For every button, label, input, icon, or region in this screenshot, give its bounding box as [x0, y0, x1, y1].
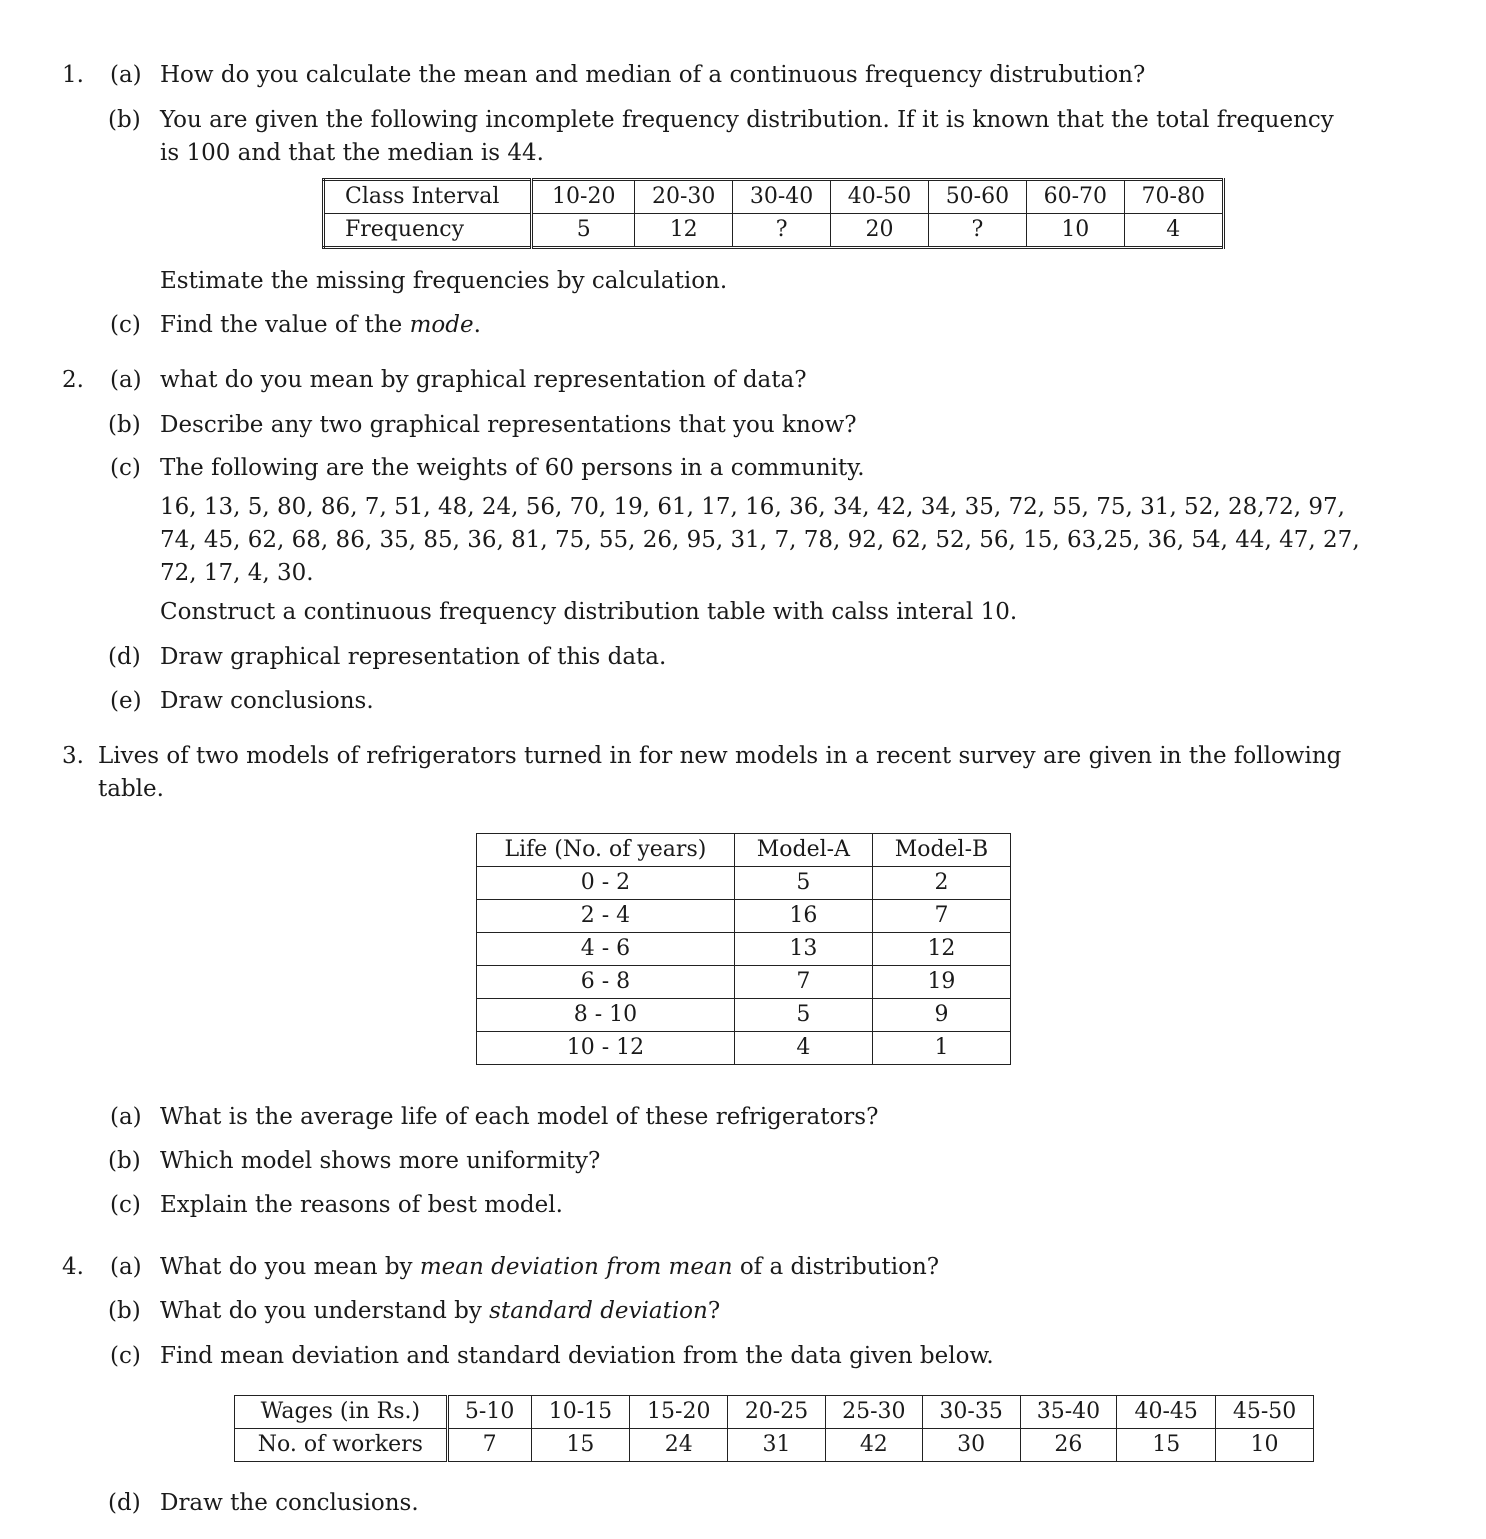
table-cell: 10-15 [531, 1396, 630, 1429]
table-cell: 5-10 [447, 1396, 531, 1429]
table-cell: 60-70 [1027, 180, 1124, 214]
table-header-cell: Class Interval [324, 180, 532, 214]
table-cell: 2 [872, 867, 1010, 900]
part-label: (d) [108, 644, 141, 670]
table-row [477, 900, 1011, 933]
table-cell: ? [928, 214, 1026, 248]
q4-part-c-text: Find mean deviation and standard deviation from the data given below. [160, 1343, 994, 1369]
q3-intro-line-2: table. [98, 776, 164, 802]
table-cell: 42 [825, 1429, 922, 1462]
table-row [477, 966, 1011, 999]
table-row [477, 1032, 1011, 1065]
q3-intro-line-1: Lives of two models of refrigerators turned in for new models in a recent survey are given in the following [98, 743, 1342, 769]
question-number: 2. [62, 367, 84, 393]
table-cell: 6 - 8 [477, 966, 735, 999]
q2-part-b-text: Describe any two graphical representations that you know? [160, 412, 857, 438]
q1-part-b-instruction: Estimate the missing frequencies by calculation. [160, 268, 728, 294]
table-cell: 1 [872, 1032, 1010, 1065]
table-row [324, 180, 1224, 214]
table-cell: 15 [531, 1429, 630, 1462]
table-cell: 8 - 10 [477, 999, 735, 1032]
q3-part-c-text: Explain the reasons of best model. [160, 1192, 563, 1218]
table-cell: 15-20 [630, 1396, 728, 1429]
table-header-cell: No. of workers [235, 1429, 448, 1462]
table-cell: 50-60 [928, 180, 1026, 214]
part-label: (b) [108, 412, 141, 438]
table-row [324, 214, 1224, 248]
part-label: (b) [108, 1298, 141, 1324]
part-label: (c) [110, 1192, 141, 1218]
q4-wages-table [234, 1395, 1314, 1462]
table-cell: 15 [1117, 1429, 1216, 1462]
q3-part-a-text: What is the average life of each model of these refrigerators? [160, 1104, 879, 1130]
table-row [477, 999, 1011, 1032]
table-cell: 40-50 [831, 180, 928, 214]
table-cell: 10 - 12 [477, 1032, 735, 1065]
q4-part-b-text: What do you understand by standard deviation? [160, 1298, 721, 1324]
table-cell: 16 [734, 900, 872, 933]
table-cell: 30-35 [922, 1396, 1020, 1429]
table-row [235, 1429, 1314, 1462]
table-cell: 7 [734, 966, 872, 999]
table-cell: 19 [872, 966, 1010, 999]
q1-part-b-line-2: is 100 and that the median is 44. [160, 140, 544, 166]
q1-part-c-text: Find the value of the mode. [160, 312, 481, 338]
table-header-cell: Frequency [324, 214, 532, 248]
table-cell: 7 [872, 900, 1010, 933]
q3-part-b-text: Which model shows more uniformity? [160, 1148, 601, 1174]
part-label: (a) [110, 1254, 142, 1280]
q4-part-d-text: Draw the conclusions. [160, 1490, 419, 1516]
q2-data-line-2: 74, 45, 62, 68, 86, 35, 85, 36, 81, 75, 55, 26, 95, 31, 7, 78, 92, 62, 52, 56, 15, 63,25, 36, 54, 44, 47, 27, [160, 527, 1360, 553]
table-cell: 13 [734, 933, 872, 966]
part-label: (b) [108, 1148, 141, 1174]
table-cell: 12 [872, 933, 1010, 966]
q1-part-b-line-1: You are given the following incomplete frequency distribution. If it is known that the total frequency [160, 107, 1334, 133]
q2-part-c-text: The following are the weights of 60 persons in a community. [160, 455, 865, 481]
table-row [477, 933, 1011, 966]
table-cell: 70-80 [1124, 180, 1223, 214]
table-cell: 0 - 2 [477, 867, 735, 900]
table-cell: 7 [447, 1429, 531, 1462]
part-label: (c) [110, 312, 141, 338]
table-cell: 24 [630, 1429, 728, 1462]
table-cell: 20-30 [635, 180, 732, 214]
table-header-cell: Wages (in Rs.) [235, 1396, 448, 1429]
question-number: 3. [62, 743, 84, 769]
table-cell: 31 [728, 1429, 826, 1462]
q2-part-c-instruction: Construct a continuous frequency distribution table with calss interal 10. [160, 599, 1018, 625]
q1-part-a-text: How do you calculate the mean and median of a continuous frequency distrubution? [160, 62, 1146, 88]
table-cell: 20-25 [728, 1396, 826, 1429]
table-cell: 5 [734, 867, 872, 900]
part-label: (a) [110, 62, 142, 88]
question-number: 4. [62, 1254, 84, 1280]
part-label: (b) [108, 107, 141, 133]
q2-data-line-3: 72, 17, 4, 30. [160, 560, 314, 586]
table-cell: 2 - 4 [477, 900, 735, 933]
table-row [477, 834, 1011, 867]
table-cell: 4 [734, 1032, 872, 1065]
table-header-cell: Model-B [872, 834, 1010, 867]
q2-data-line-1: 16, 13, 5, 80, 86, 7, 51, 48, 24, 56, 70, 19, 61, 17, 16, 36, 34, 42, 34, 35, 72, 55, 75, 31, 52, 28,72, 97, [160, 494, 1345, 520]
table-cell: 10 [1216, 1429, 1314, 1462]
table-cell: 20 [831, 214, 928, 248]
table-cell: 45-50 [1216, 1396, 1314, 1429]
table-cell: 25-30 [825, 1396, 922, 1429]
table-cell: 4 [1124, 214, 1223, 248]
table-cell: 26 [1020, 1429, 1117, 1462]
table-header-cell: Model-A [734, 834, 872, 867]
table-cell: 30 [922, 1429, 1020, 1462]
table-cell: ? [732, 214, 830, 248]
part-label: (d) [108, 1490, 141, 1516]
q4-part-a-text: What do you mean by mean deviation from mean of a distribution? [160, 1254, 940, 1280]
table-cell: 5 [734, 999, 872, 1032]
table-cell: 12 [635, 214, 732, 248]
table-row [477, 867, 1011, 900]
table-header-cell: Life (No. of years) [477, 834, 735, 867]
q2-part-d-text: Draw graphical representation of this data. [160, 644, 667, 670]
table-row [235, 1396, 1314, 1429]
q2-part-a-text: what do you mean by graphical representation of data? [160, 367, 807, 393]
q3-refrigerator-table [476, 833, 1011, 1065]
table-cell: 5 [532, 214, 635, 248]
table-cell: 40-45 [1117, 1396, 1216, 1429]
q2-part-e-text: Draw conclusions. [160, 688, 374, 714]
table-cell: 35-40 [1020, 1396, 1117, 1429]
question-number: 1. [62, 62, 84, 88]
part-label: (e) [110, 688, 142, 714]
table-cell: 10 [1027, 214, 1124, 248]
table-cell: 30-40 [732, 180, 830, 214]
part-label: (a) [110, 367, 142, 393]
q1-frequency-table [322, 178, 1225, 249]
part-label: (a) [110, 1104, 142, 1130]
table-cell: 10-20 [532, 180, 635, 214]
part-label: (c) [110, 1343, 141, 1369]
table-cell: 4 - 6 [477, 933, 735, 966]
table-cell: 9 [872, 999, 1010, 1032]
part-label: (c) [110, 455, 141, 481]
